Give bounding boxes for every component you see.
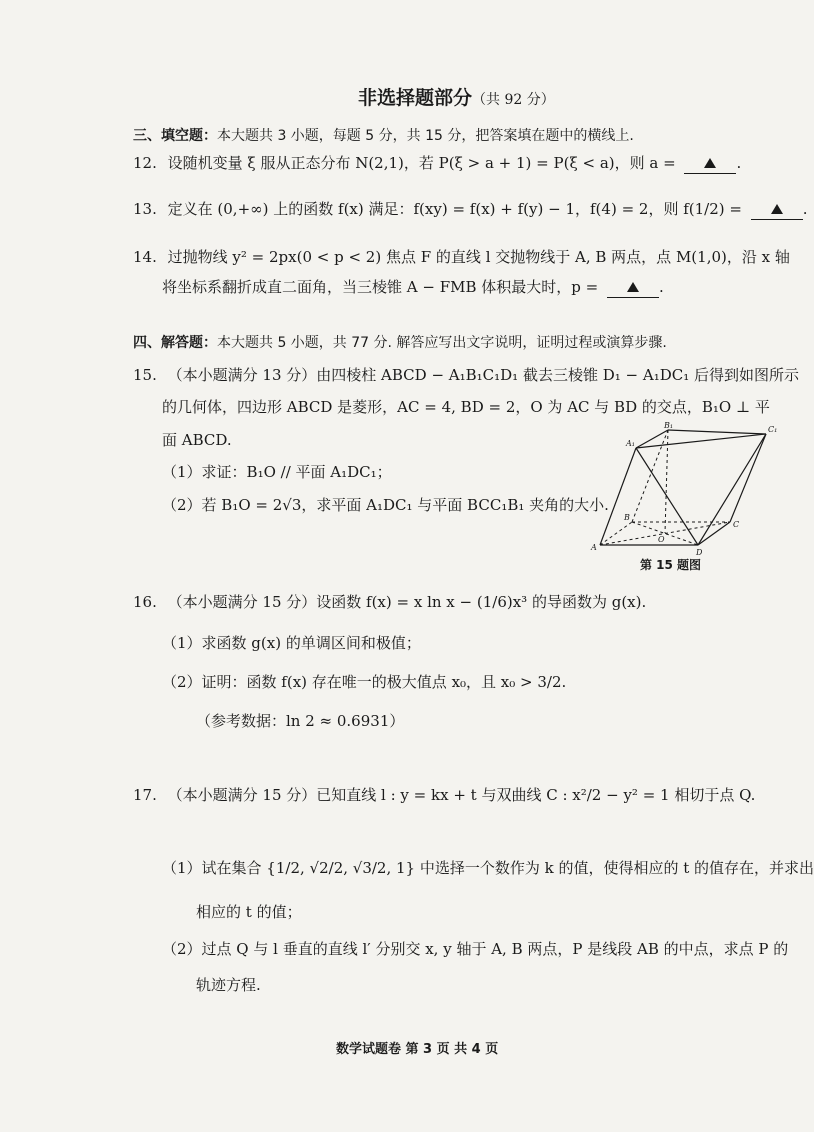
label-O: O xyxy=(658,535,665,544)
page-title xyxy=(358,88,555,110)
edge-D-C1 xyxy=(698,434,766,545)
q17-part-2-line-1: （2）过点 Q 与 l 垂直的直线 l′ 分别交 x, y 轴于 A, B 两点，P 是线段 AB 的中点，求点 P 的 xyxy=(162,940,789,958)
q14-answer-blank[interactable] xyxy=(607,277,659,298)
page-footer: 数学试题卷 第 3 页 共 4 页 xyxy=(336,1042,499,1057)
label-A1: A₁ xyxy=(626,439,635,448)
question-13 xyxy=(133,199,808,220)
section-4-instruction: 本大题共 5 小题，共 77 分. 解答应写出文字说明，证明过程或演算步骤. xyxy=(217,335,667,351)
q15-line-2: 的几何体，四边形 ABCD 是菱形，AC = 4, BD = 2，O 为 AC 与 BD 的交点，B₁O ⊥ 平 xyxy=(162,398,770,416)
q17-number: 17. xyxy=(133,786,157,804)
q15-line-3: 面 ABCD. xyxy=(162,431,232,449)
label-D: D xyxy=(696,548,703,557)
section-3-instruction: 本大题共 3 小题，每题 5 分，共 15 分，把答案填在题中的横线上. xyxy=(217,128,634,144)
q15-line-1: （本小题满分 13 分）由四棱柱 ABCD − A₁B₁C₁D₁ 截去三棱锥 D₁ − A₁DC₁ 后得到如图所示 xyxy=(167,366,799,384)
q12-end: . xyxy=(736,154,742,172)
q16-part-1: （1）求函数 g(x) 的单调区间和极值； xyxy=(162,634,421,652)
section-4-title: 四、解答题： xyxy=(133,335,217,351)
q13-text: 定义在 (0,+∞) 上的函数 f(x) 满足：f(xy) = f(x) + f(y) − 1，f(4) = 2，则 f(1/2) = xyxy=(167,200,742,218)
q16-part-2: （2）证明：函数 f(x) 存在唯一的极大值点 x₀，且 x₀ > 3/2. xyxy=(162,673,567,691)
q16-line-1: （本小题满分 15 分）设函数 f(x) = x ln x − (1/6)x³ 的导函数为 g(x). xyxy=(167,593,647,611)
triangle-icon xyxy=(771,204,783,214)
q16-number: 16. xyxy=(133,593,157,611)
question-16-part-1 xyxy=(162,633,421,653)
question-12 xyxy=(133,153,741,174)
question-15-part-2 xyxy=(162,495,609,515)
question-15-line-1 xyxy=(133,365,799,385)
edge-B1-O xyxy=(665,430,668,533)
edge-B1-C1 xyxy=(668,430,766,434)
q14-number: 14. xyxy=(133,248,157,266)
section-3-heading xyxy=(133,126,634,146)
question-14-line-2 xyxy=(162,277,664,298)
section-3-title: 三、填空题： xyxy=(133,128,217,144)
q13-number: 13. xyxy=(133,200,157,218)
q15-part-2: （2）若 B₁O = 2√3，求平面 A₁DC₁ 与平面 BCC₁B₁ 夹角的大小. xyxy=(162,496,609,514)
question-16-reference xyxy=(196,711,404,731)
q14-end: . xyxy=(659,278,664,296)
q14-line-1: 过抛物线 y² = 2px(0 < p < 2) 焦点 F 的直线 l 交抛物线于 A, B 两点，点 M(1,0)，沿 x 轴 xyxy=(167,248,790,266)
q12-number: 12. xyxy=(133,154,157,172)
page-title-text: 非选择题部分 xyxy=(358,87,473,109)
question-14-line-1 xyxy=(133,247,790,267)
label-A: A xyxy=(591,543,597,552)
q15-figure xyxy=(588,420,788,570)
edge-C1-C xyxy=(730,434,766,522)
edge-A-A1 xyxy=(600,448,636,545)
q15-figure-caption: 第 15 题图 xyxy=(640,558,702,572)
q17-part-1-line-2: 相应的 t 的值； xyxy=(196,903,302,921)
question-17-part-1-line-1 xyxy=(162,858,814,878)
question-17-part-2-line-2 xyxy=(196,975,261,995)
score-note: （共 92 分） xyxy=(472,92,555,108)
q15-part-1: （1）求证：B₁O // 平面 A₁DC₁； xyxy=(162,463,392,481)
label-B: B xyxy=(624,513,630,522)
q14-line-2: 将坐标系翻折成直二面角，当三棱锥 A − FMB 体积最大时，p = xyxy=(162,278,599,296)
question-16-line-1 xyxy=(133,592,646,612)
section-4-heading xyxy=(133,333,667,353)
q17-line-1: （本小题满分 15 分）已知直线 l : y = kx + t 与双曲线 C : x²/2 − y² = 1 相切于点 Q. xyxy=(167,786,756,804)
question-15-line-3 xyxy=(162,430,232,450)
question-17-part-1-line-2 xyxy=(196,902,302,922)
q17-part-2-line-2: 轨迹方程. xyxy=(196,976,261,994)
edge-B-B1 xyxy=(632,430,668,522)
triangle-icon xyxy=(704,158,716,168)
q12-answer-blank[interactable] xyxy=(684,153,736,174)
question-15-line-2 xyxy=(162,397,770,417)
triangle-icon xyxy=(627,282,639,292)
q16-reference: （参考数据：ln 2 ≈ 0.6931） xyxy=(196,712,405,730)
q13-answer-blank[interactable] xyxy=(751,199,803,220)
q12-text: 设随机变量 ξ 服从正态分布 N(2,1)，若 P(ξ > a + 1) = P(ξ < a)，则 a = xyxy=(167,154,676,172)
edge-A1-C1 xyxy=(636,434,766,448)
q17-part-1-line-1: （1）试在集合 {1/2, √2/2, √3/2, 1} 中选择一个数作为 k 的值，使得相应的 t 的值存在，并求出 xyxy=(162,859,814,877)
question-17-line-1 xyxy=(133,785,755,805)
label-B1: B₁ xyxy=(664,421,674,430)
question-15-part-1 xyxy=(162,462,392,482)
q15-number: 15. xyxy=(133,366,157,384)
edge-C-D xyxy=(698,522,730,545)
label-C1: C₁ xyxy=(768,425,778,434)
question-17-part-2-line-1 xyxy=(162,939,788,959)
q13-end: . xyxy=(802,200,808,218)
question-16-part-2 xyxy=(162,672,566,692)
label-C: C xyxy=(733,520,740,529)
